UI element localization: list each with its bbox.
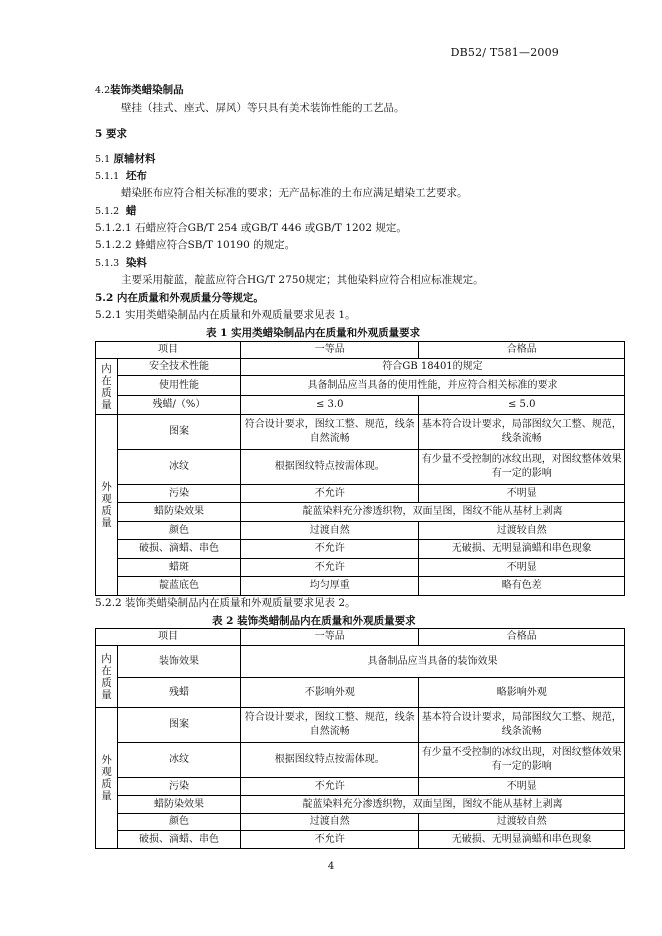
- header-first-grade: 一等品: [241, 629, 419, 646]
- row-item: 图案: [117, 415, 240, 450]
- header-pass-grade: 合格品: [419, 629, 625, 646]
- row-pass-value: 基本符合设计要求，局部图纹欠工整、规范，线条流畅: [419, 708, 625, 743]
- table-row: [96, 396, 625, 415]
- section-title: 原辅材料: [113, 153, 156, 165]
- row-pass-value: 基本符合设计要求，局部图纹欠工整、规范，线条流畅: [419, 415, 625, 450]
- row-first-value: 根据图纹特点按需体现。: [241, 743, 419, 778]
- section-5-2-2: 5.2.2 装饰类蜡染制品内在质量和外观质量要求见表 2。: [95, 597, 356, 609]
- group-label-outer-quality: 外观质量: [96, 708, 118, 849]
- table-row: [96, 450, 625, 485]
- section-number: 4.2: [95, 85, 111, 96]
- table-row: [96, 796, 625, 814]
- row-item: 污染: [117, 778, 240, 796]
- row-pass-value: 过渡较自然: [419, 814, 625, 831]
- header-item: 项目: [96, 342, 241, 359]
- row-pass-value: 不明显: [419, 559, 625, 577]
- row-first-value: 不允许: [241, 778, 419, 796]
- row-item: 蜡防染效果: [117, 503, 240, 522]
- table-row: [96, 708, 625, 743]
- group-label-inner-quality: 内在质量: [96, 359, 118, 415]
- table-row: [96, 743, 625, 778]
- table-row: [96, 814, 625, 831]
- row-item: 冰纹: [117, 743, 240, 778]
- header-pass-grade: 合格品: [419, 342, 625, 359]
- row-item: 颜色: [117, 814, 240, 831]
- row-merged-value: 符合GB 18401的规定: [241, 359, 625, 376]
- row-item: 冰纹: [117, 450, 240, 485]
- section-title: 坯布: [125, 170, 147, 182]
- document-code: DB52/ T581—2009: [450, 46, 559, 59]
- row-merged-value: 靛蓝染料充分渗透织物，双面呈图，图纹不能从基材上剥离: [241, 796, 625, 814]
- row-merged-value: 具备制品应当具备的使用性能，并应符合相关标准的要求: [241, 376, 625, 396]
- row-pass-value: ≤ 5.0: [419, 396, 625, 415]
- section-5-2-1: 5.2.1 实用类蜡染制品内在质量和外观质量要求见表 1。: [95, 309, 356, 321]
- row-first-value: 不允许: [241, 485, 419, 503]
- row-item: 靛蓝底色: [117, 577, 240, 596]
- row-pass-value: 无破损、无明显滴蜡和串色现象: [419, 540, 625, 559]
- row-item: 蜡防染效果: [117, 796, 240, 814]
- row-first-value: ≤ 3.0: [241, 396, 419, 415]
- row-pass-value: 略影响外观: [419, 678, 625, 708]
- row-pass-value: 略有色差: [419, 577, 625, 596]
- table-row: [96, 559, 625, 577]
- row-item: 图案: [117, 708, 240, 743]
- table-row: [96, 678, 625, 708]
- header-first-grade: 一等品: [241, 342, 419, 359]
- table-row: [96, 646, 625, 678]
- section-5-1-3-heading: [95, 256, 147, 271]
- row-first-value: 符合设计要求，图纹工整、规范，线条自然流畅: [241, 415, 419, 450]
- row-first-value: 不影响外观: [241, 678, 419, 708]
- section-4-2-heading: [95, 83, 184, 98]
- section-5-1-1-body: 蜡染胚布应符合相关标准的要求；无产品标准的土布应满足蜡染工艺要求。: [121, 187, 468, 199]
- section-number: 5.1.3: [95, 258, 120, 269]
- row-first-value: 不允许: [241, 559, 419, 577]
- row-pass-value: 不明显: [419, 485, 625, 503]
- table-row: [96, 376, 625, 396]
- row-first-value: 不允许: [241, 831, 419, 849]
- table-row: [96, 778, 625, 796]
- section-number: 5.1.2: [95, 206, 120, 217]
- row-first-value: 不允许: [241, 540, 419, 559]
- section-number: 5.1.1: [95, 171, 120, 182]
- row-pass-value: 过渡较自然: [419, 522, 625, 540]
- row-item: 破损、滴蜡、串色: [117, 831, 240, 849]
- table-header-row: [96, 629, 625, 646]
- row-first-value: 过渡自然: [241, 814, 419, 831]
- row-merged-value: 具备制品应当具备的装饰效果: [241, 646, 625, 678]
- row-pass-value: 有少量不受控制的冰纹出现，对图纹整体效果有一定的影响: [419, 450, 625, 485]
- row-pass-value: 不明显: [419, 778, 625, 796]
- row-item: 残蜡: [117, 678, 240, 708]
- table-row: [96, 359, 625, 376]
- section-5-1-2-1: 5.1.2.1 石蜡应符合GB/T 254 或GB/T 446 或GB/T 1202 规定。: [95, 222, 407, 234]
- row-merged-value: 靛蓝染料充分渗透织物，双面呈图，图纹不能从基材上剥离: [241, 503, 625, 522]
- row-item: 残蜡/（%）: [117, 396, 240, 415]
- table-header-row: [96, 342, 625, 359]
- row-item: 破损、滴蜡、串色: [117, 540, 240, 559]
- section-5-1-2-2: 5.1.2.2 蜂蜡应符合SB/T 10190 的规定。: [95, 239, 296, 251]
- row-item: 安全技术性能: [117, 359, 240, 376]
- group-label-inner-quality: 内在质量: [96, 646, 118, 708]
- table-2: [95, 628, 625, 849]
- section-title: 装饰类蜡染制品: [110, 84, 184, 96]
- page-number: 4: [327, 861, 335, 872]
- row-first-value: 均匀厚重: [241, 577, 419, 596]
- table-row: [96, 503, 625, 522]
- header-item: 项目: [96, 629, 241, 646]
- row-pass-value: 有少量不受控制的冰纹出现，对图纹整体效果有一定的影响: [419, 743, 625, 778]
- row-first-value: 符合设计要求，图纹工整、规范，线条自然流畅: [241, 708, 419, 743]
- row-item: 装饰效果: [117, 646, 240, 678]
- row-first-value: 根据图纹特点按需体现。: [241, 450, 419, 485]
- table-row: [96, 831, 625, 849]
- row-item: 污染: [117, 485, 240, 503]
- table-2-caption: 表 2 装饰类蜡制品内在质量和外观质量要求: [212, 615, 416, 627]
- table-1-caption: 表 1 实用类蜡染制品内在质量和外观质量要求: [206, 327, 421, 339]
- section-title: 蜡: [125, 205, 137, 217]
- group-label-outer-quality: 外观质量: [96, 415, 118, 596]
- section-4-2-body: 壁挂（挂式、座式、屏风）等只具有美术装饰性能的工艺品。: [121, 102, 405, 114]
- row-pass-value: 无破损、无明显滴蜡和串色现象: [419, 831, 625, 849]
- section-5-1-1-heading: [95, 169, 147, 184]
- table-row: [96, 485, 625, 503]
- table-row: [96, 540, 625, 559]
- section-number: 5.1: [95, 154, 111, 165]
- row-item: 蜡斑: [117, 559, 240, 577]
- section-5-1-3-body: 主要采用靛蓝，靛蓝应符合HG/T 2750规定；其他染料应符合相应标准规定。: [121, 274, 484, 286]
- section-title: 染料: [125, 257, 147, 269]
- section-5-heading: 5 要求: [95, 128, 127, 140]
- row-first-value: 过渡自然: [241, 522, 419, 540]
- section-5-1-2-heading: [95, 204, 136, 219]
- section-5-1-heading: [95, 152, 155, 167]
- table-row: [96, 577, 625, 596]
- table-row: [96, 522, 625, 540]
- table-1: [95, 341, 625, 596]
- row-item: 使用性能: [117, 376, 240, 396]
- table-row: [96, 415, 625, 450]
- row-item: 颜色: [117, 522, 240, 540]
- section-5-2-heading: 5.2 内在质量和外观质量分等规定。: [95, 292, 264, 304]
